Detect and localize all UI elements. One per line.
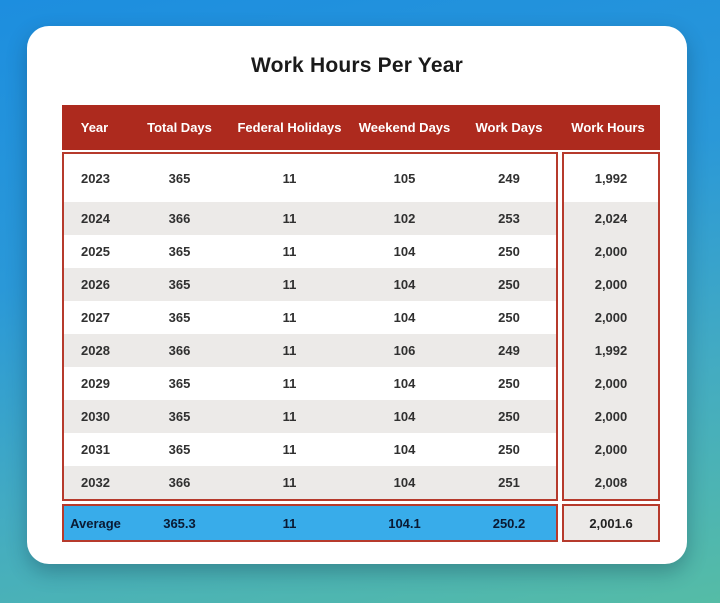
table-cell: 2027 — [81, 310, 110, 325]
work-hours-cell: 2,008 — [564, 466, 658, 499]
table-cell: 2028 — [81, 343, 110, 358]
table-cell: 104 — [393, 277, 416, 292]
table-row — [64, 202, 556, 235]
table-cell: 11 — [282, 475, 297, 490]
average-work-days: 250.2 — [492, 515, 526, 531]
table-row — [64, 154, 556, 202]
table-cell: 250 — [498, 277, 520, 292]
table-cell: 365 — [168, 409, 191, 424]
table-cell: 11 — [282, 244, 297, 259]
table-cell: 249 — [498, 343, 520, 358]
work-hours-column — [562, 152, 660, 501]
table-cell: 2026 — [81, 277, 110, 292]
table-row — [64, 235, 556, 268]
work-hours-cell: 1,992 — [564, 334, 658, 367]
table-cell: 2025 — [81, 244, 110, 259]
work-hours-cell: 1,992 — [594, 170, 628, 186]
table-row — [64, 268, 556, 301]
table-cell: 11 — [282, 376, 297, 391]
table-cell: 365 — [168, 277, 191, 292]
table-cell: 250 — [498, 442, 520, 457]
column-header-work-hours: Work Hours — [571, 120, 645, 135]
table-cell: 365 — [168, 244, 191, 259]
column-header-work-days: Work Days — [475, 120, 543, 135]
column-header-total-days: Total Days — [147, 120, 212, 135]
average-work-hours-cell: 2,001.6 — [562, 504, 660, 542]
table-cell: 2024 — [81, 211, 110, 226]
table-cell: 249 — [498, 170, 520, 186]
table-cell: 104 — [393, 376, 416, 391]
table-row — [64, 433, 556, 466]
table-row — [64, 367, 556, 400]
table-cell: 2023 — [81, 170, 110, 186]
table-cell: 366 — [168, 475, 191, 490]
table-cell: 11 — [282, 310, 297, 325]
work-hours-cell: 2,000 — [564, 235, 658, 268]
work-hours-cell: 2,000 — [564, 367, 658, 400]
table-cell: 253 — [498, 211, 520, 226]
table-cell: 104 — [393, 310, 416, 325]
column-header-federal-holidays: Federal Holidays — [237, 120, 342, 135]
table-cell: 104 — [393, 475, 416, 490]
column-header-year: Year — [80, 120, 109, 135]
table-cell: 105 — [393, 170, 416, 186]
average-label: Average — [70, 515, 121, 531]
table-cell: 2032 — [81, 475, 110, 490]
table-row — [64, 334, 556, 367]
table-cell: 250 — [498, 310, 520, 325]
table-cell: 365 — [168, 310, 191, 325]
work-hours-cell: 2,000 — [564, 400, 658, 433]
table-cell: 250 — [498, 244, 520, 259]
average-row — [62, 504, 660, 542]
content-card — [27, 26, 687, 564]
table-cell: 250 — [498, 409, 520, 424]
table-cell: 366 — [168, 211, 191, 226]
table-cell: 366 — [168, 343, 191, 358]
table-cell: 250 — [498, 376, 520, 391]
table-cell: 104 — [393, 442, 416, 457]
table-cell: 2029 — [81, 376, 110, 391]
table-cell: 251 — [498, 475, 520, 490]
average-federal-holidays: 11 — [282, 515, 297, 531]
table-cell: 11 — [282, 409, 297, 424]
average-row-main — [62, 504, 558, 542]
table-header-row — [62, 105, 660, 150]
work-hours-cell: 2,000 — [564, 301, 658, 334]
table-cell: 2030 — [81, 409, 110, 424]
work-hours-cell: 2,024 — [564, 202, 658, 235]
table-cell: 102 — [393, 211, 416, 226]
page-title: Work Hours Per Year — [251, 54, 463, 77]
table-row — [64, 400, 556, 433]
table-body-main — [62, 152, 558, 501]
column-header-weekend-days: Weekend Days — [358, 120, 451, 135]
table-cell: 11 — [282, 442, 297, 457]
table-cell: 11 — [282, 277, 297, 292]
table-row — [64, 301, 556, 334]
table-cell: 365 — [168, 376, 191, 391]
table-cell: 365 — [168, 442, 191, 457]
work-hours-table — [62, 105, 660, 542]
table-cell: 11 — [282, 170, 297, 186]
table-cell: 365 — [168, 170, 191, 186]
average-weekend-days: 104.1 — [388, 515, 421, 531]
table-cell: 104 — [393, 244, 416, 259]
table-cell: 11 — [282, 343, 297, 358]
table-cell: 11 — [282, 211, 297, 226]
average-total-days: 365.3 — [163, 515, 196, 531]
work-hours-cell: 2,000 — [564, 268, 658, 301]
table-row — [64, 466, 556, 499]
work-hours-cell: 2,000 — [564, 433, 658, 466]
table-cell: 2031 — [81, 442, 110, 457]
table-cell: 106 — [393, 343, 416, 358]
table-body — [62, 152, 660, 501]
table-cell: 104 — [393, 409, 416, 424]
